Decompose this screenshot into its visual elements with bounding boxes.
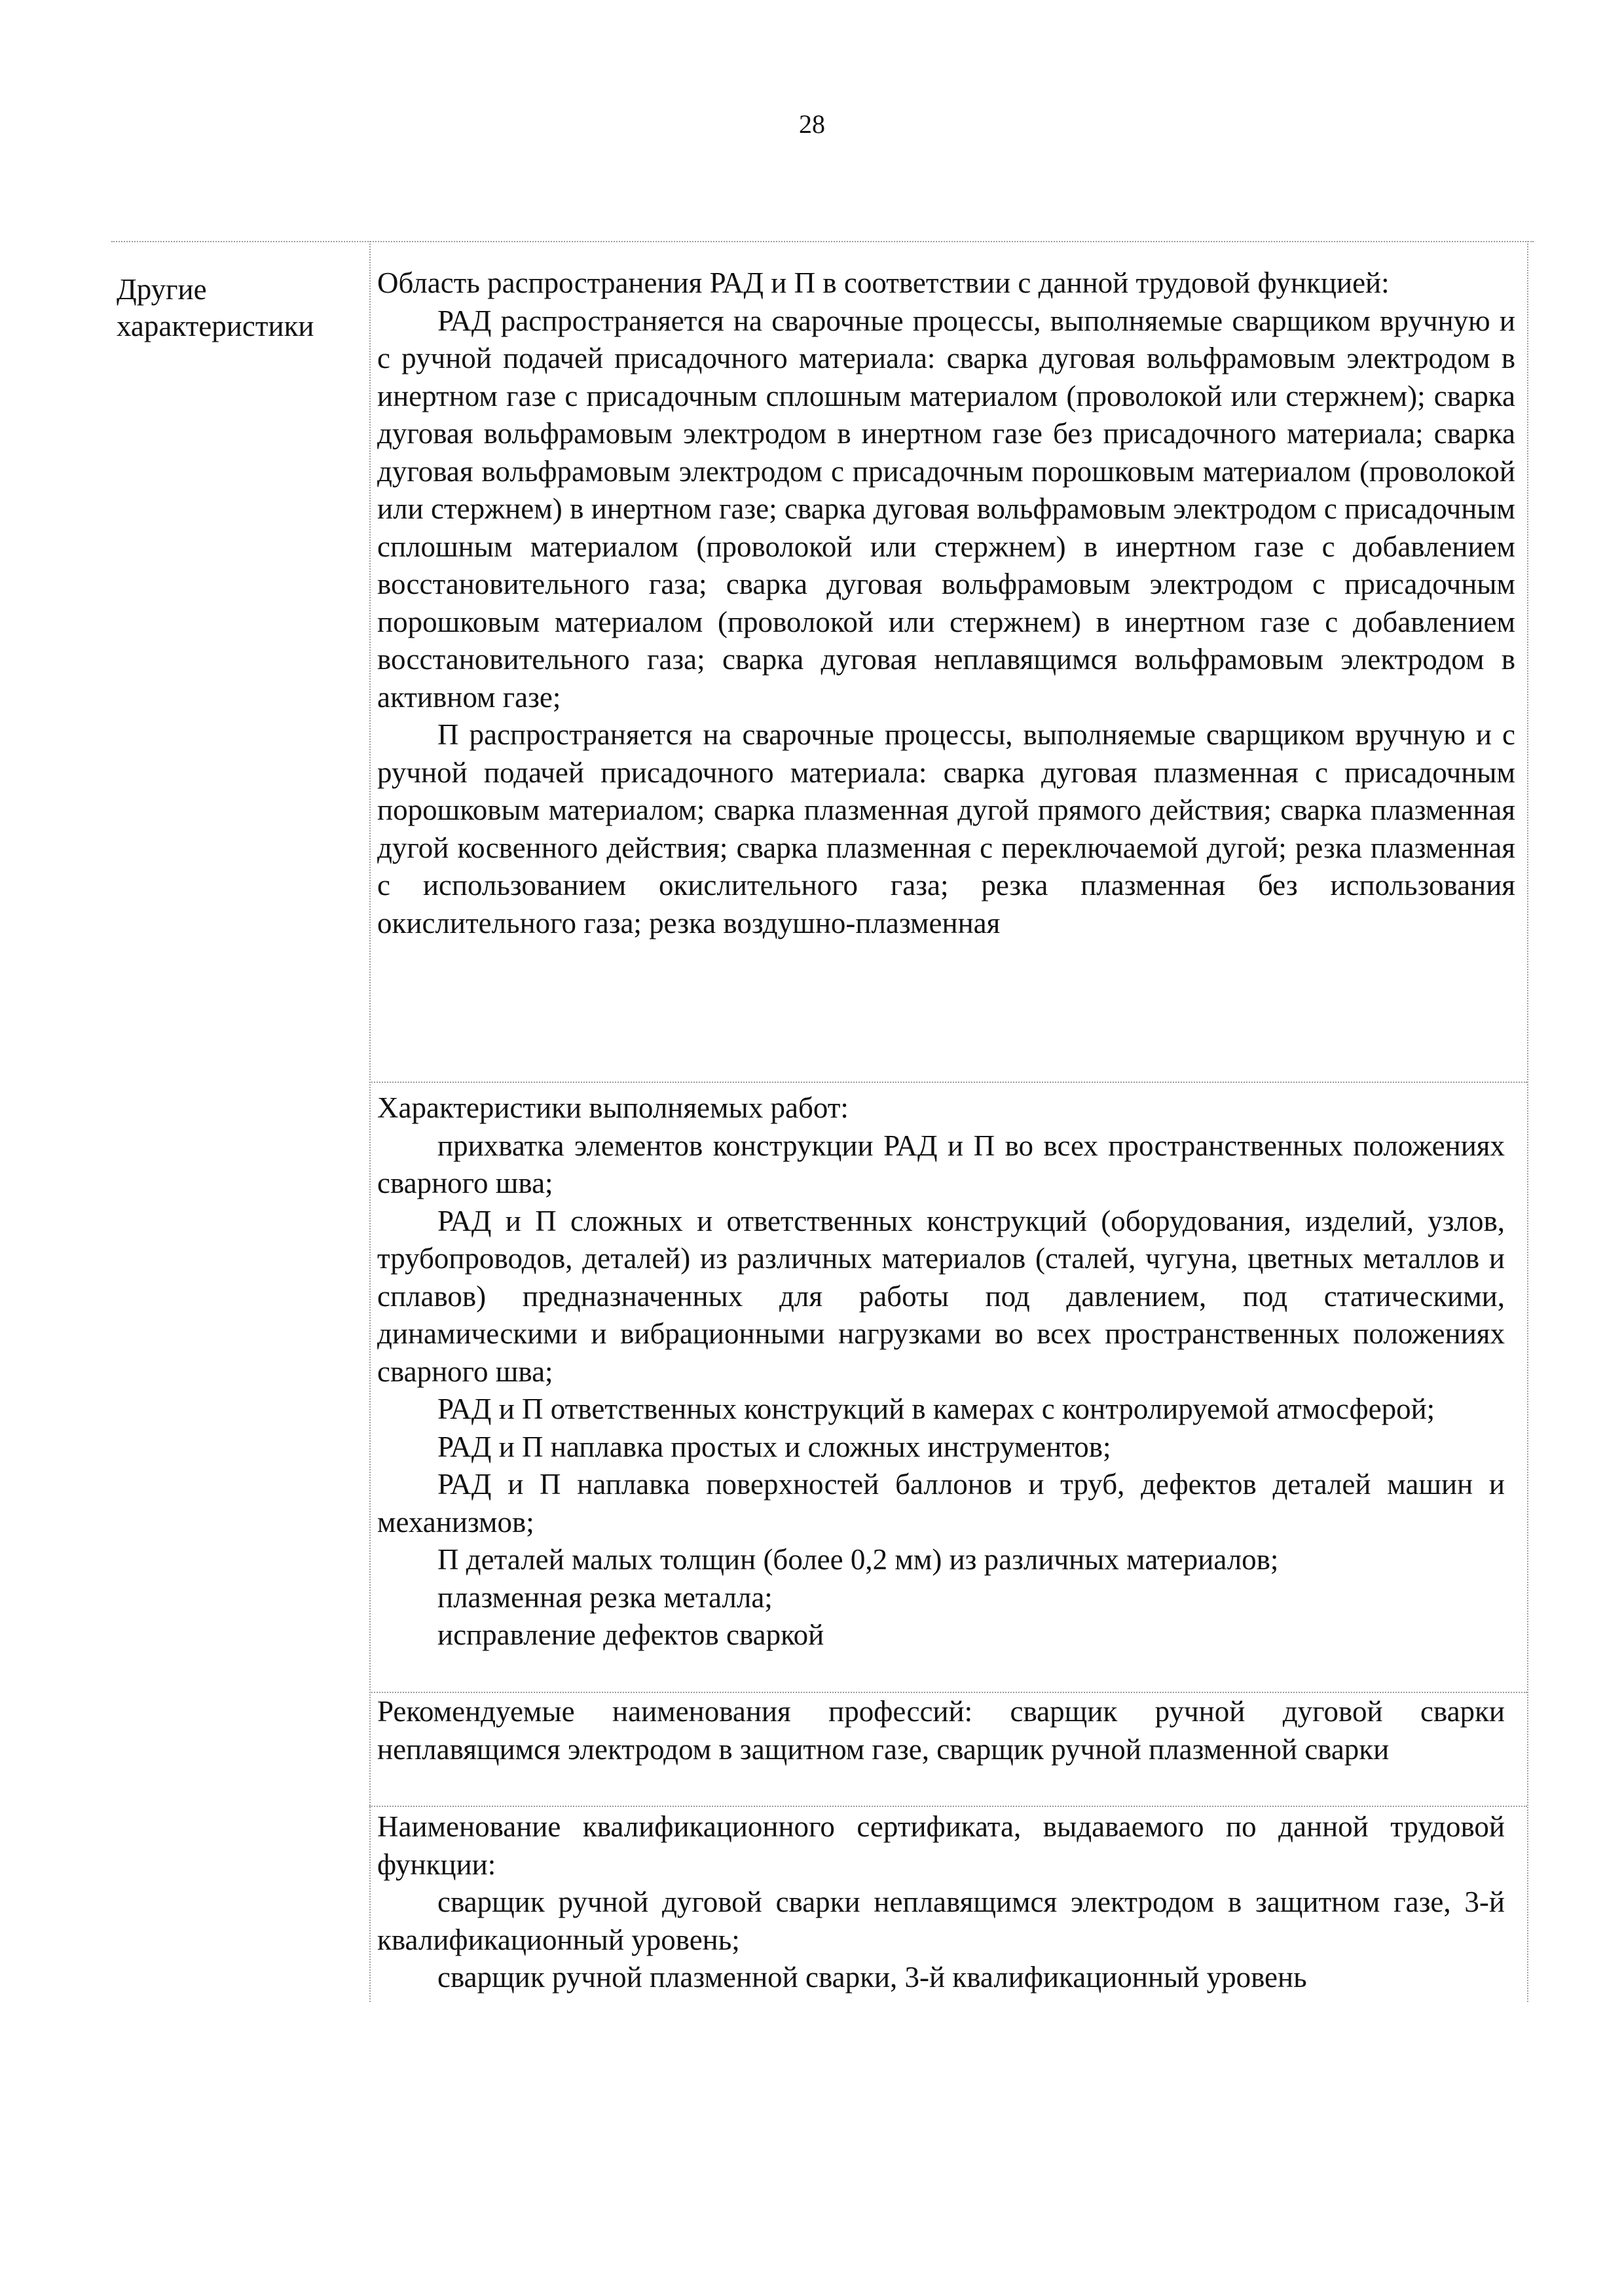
professions-text: Рекомендуемые наименования профессий: сварщик ручной дуговой сварки неплавящимся электродом в защитном газе, сварщик ручной плазменной сварки — [377, 1695, 1505, 1766]
work-item: РАД и П наплавка поверхностей баллонов и труб, дефектов деталей машин и механизмов; — [377, 1468, 1505, 1539]
certificate-section — [377, 1808, 1505, 1997]
professions-section — [377, 1693, 1505, 1768]
table-top-border — [111, 241, 1534, 242]
work-item: исправление дефектов сваркой — [437, 1618, 824, 1651]
scope-p-paragraph: П распространяется на сварочные процессы, выполняемые сварщиком вручную и с ручной подачей присадочного материала: сварка дуговая плазменная с присадочным порошковым материалом; сварка плазменная дугой прямого действия; сварка плазменная дугой косвенного действия; сварка плазменная с переключаемой дугой; резка плазменная с использованием окислительного газа; резка плазменная без использования окислительного газа; резка воздушно-плазменная — [377, 718, 1515, 939]
work-item: РАД и П ответственных конструкций в камерах с контролируемой атмосферой; — [437, 1393, 1435, 1425]
row-divider-scope — [369, 1082, 1527, 1083]
work-item: РАД и П наплавка простых и сложных инструментов; — [437, 1430, 1111, 1463]
scope-heading: Область распространения РАД и П в соответствии с данной трудовой функцией: — [377, 266, 1390, 299]
work-item: РАД и П сложных и ответственных конструкций (оборудования, изделий, узлов, трубопроводов, деталей) из различных материалов (сталей, чугуна, цветных металлов и сплавов) предназначенных для работы под давлением, под статическими, динамическими и вибрационными нагрузками во всех пространственных положениях сварного шва; — [377, 1204, 1505, 1388]
scope-section — [377, 264, 1515, 942]
certificate-item: сварщик ручной плазменной сварки, 3-й квалификационный уровень — [437, 1961, 1307, 1994]
row-divider-professions — [369, 1806, 1527, 1807]
work-section — [377, 1089, 1505, 1654]
certificate-item: сварщик ручной дуговой сварки неплавящимся электродом в защитном газе, 3-й квалификационный уровень; — [377, 1886, 1505, 1956]
row-label-other-characteristics — [117, 271, 314, 344]
table-right-border — [1527, 241, 1528, 2002]
work-heading: Характеристики выполняемых работ: — [377, 1091, 849, 1124]
scope-rad-paragraph: РАД распространяется на сварочные процессы, выполняемые сварщиком вручную и с ручной подачей присадочного материала: сварка дуговая вольфрамовым электродом в инертном газе с присадочным сплошным материалом (проволокой или стержнем); сварка дуговая вольфрамовым электродом в инертном газе без присадочного материала; сварка дуговая вольфрамовым электродом с присадочным порошковым материалом (проволокой или стержнем) в инертном газе; сварка дуговая вольфрамовым электродом с присадочным сплошным материалом (проволокой или стержнем) в инертном газе с добавлением восстановительного газа; сварка дуговая вольфрамовым электродом с присадочным порошковым материалом (проволокой или стержнем) в инертном газе с добавлением восстановительного газа; сварка дуговая неплавящимся вольфрамовым электродом в активном газе; — [377, 304, 1515, 714]
row-label-line2: характеристики — [117, 310, 314, 342]
work-item: прихватка элементов конструкции РАД и П во всех пространственных положениях сварного шва; — [377, 1129, 1505, 1199]
page-number: 28 — [799, 109, 825, 139]
certificate-heading: Наименование квалификационного сертификата, выдаваемого по данной трудовой функции: — [377, 1810, 1505, 1881]
column-divider — [369, 241, 371, 2002]
row-label-line1: Другие — [117, 273, 207, 306]
work-item: П деталей малых толщин (более 0,2 мм) из различных материалов; — [437, 1543, 1279, 1576]
work-item: плазменная резка металла; — [437, 1580, 773, 1614]
